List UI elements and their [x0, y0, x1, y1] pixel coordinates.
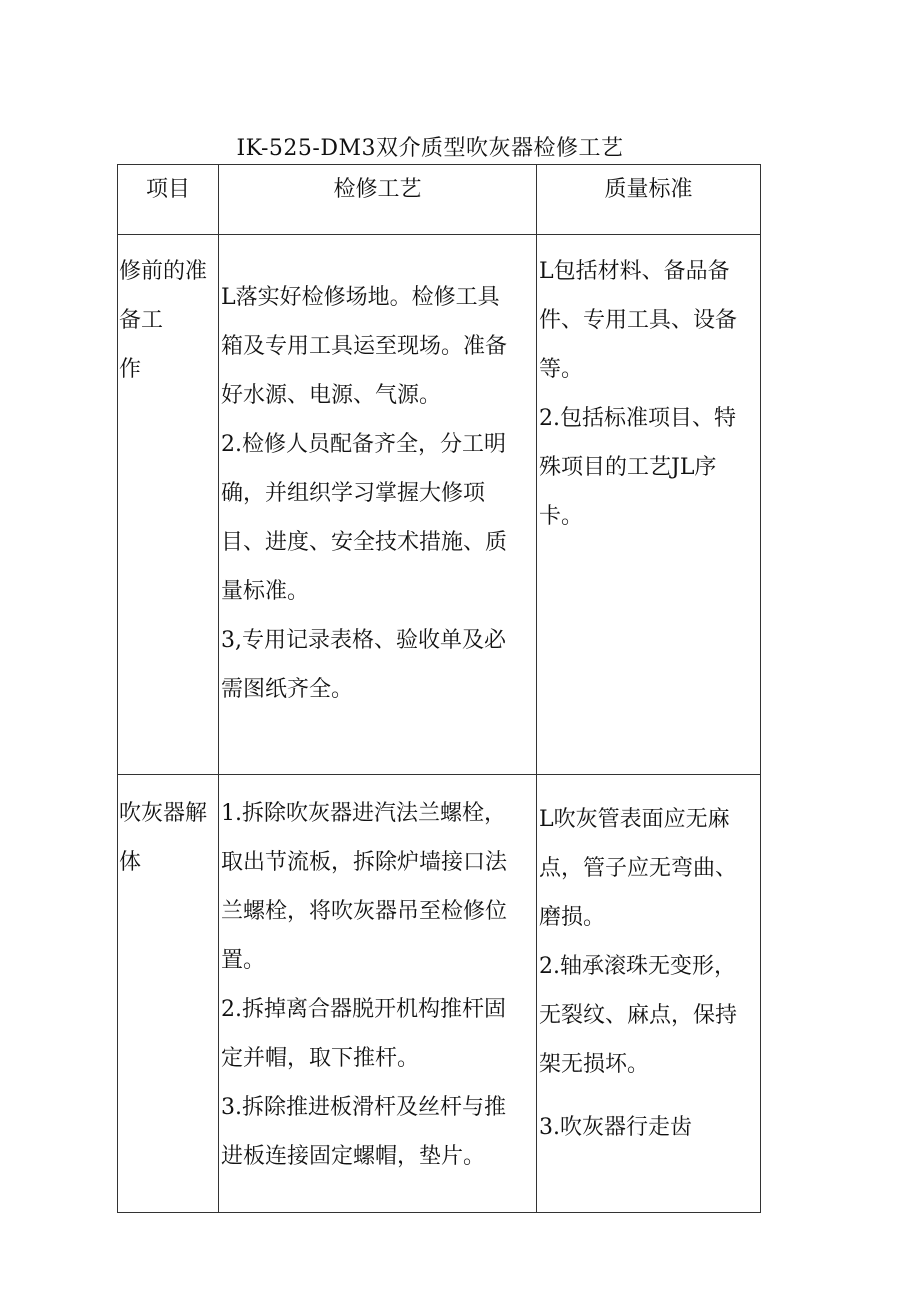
process-line: 箱及专用工具运至现场。准备 — [221, 334, 508, 359]
standard-line: L吹灰管表面应无麻 — [539, 807, 730, 832]
standard-line: 3.吹灰器行走齿 — [539, 1115, 692, 1140]
process-line: 取出节流板，拆除炉墙接口法 — [221, 850, 508, 875]
process-line: 好水源、电源、气源。 — [221, 383, 442, 408]
process-line: 2.检修人员配备齐全，分工明 — [221, 432, 506, 457]
standard-line: 架无损坏。 — [539, 1052, 650, 1077]
table-row — [118, 775, 761, 1213]
item-line: 作 — [119, 357, 142, 382]
header-process: 检修工艺 — [219, 165, 537, 235]
standard-line: 殊项目的工艺JL序 — [539, 455, 717, 480]
item-cell — [118, 235, 219, 775]
standard-line: 卡。 — [539, 504, 584, 529]
header-item: 项目 — [118, 165, 219, 235]
table-header-row — [118, 165, 761, 235]
item-cell — [118, 775, 219, 1213]
standard-cell — [537, 235, 761, 775]
standard-line: 件、专用工具、设备 — [539, 308, 738, 333]
process-line: 兰螺栓，将吹灰器吊至检修位 — [221, 899, 508, 924]
item-line: 吹灰器解 — [119, 801, 208, 826]
item-line: 修前的准 — [119, 259, 208, 284]
header-standard: 质量标准 — [537, 165, 761, 235]
standard-line: 2.轴承滚珠无变形， — [539, 954, 736, 979]
standard-line: 无裂纹、麻点，保持 — [539, 1003, 738, 1028]
process-line: 目、进度、安全技术措施、质 — [221, 530, 508, 555]
item-line: 备工 — [119, 308, 164, 333]
process-line: 量标准。 — [221, 579, 310, 604]
standard-line: L包括材料、备品备 — [539, 259, 730, 284]
table-row — [118, 235, 761, 775]
maintenance-process-table — [117, 164, 761, 1213]
document-title: IK-525-DM3双介质型吹灰器检修工艺 — [236, 136, 624, 161]
process-cell — [219, 775, 537, 1213]
standard-cell — [537, 775, 761, 1213]
process-line: L落实好检修场地。检修工具 — [221, 285, 500, 310]
process-line: 进板连接固定螺帽，垫片。 — [221, 1144, 486, 1169]
process-line: 定并帽，取下推杆。 — [221, 1046, 420, 1071]
standard-line: 磨损。 — [539, 905, 606, 930]
process-cell — [219, 235, 537, 775]
process-line: 确，并组织学习掌握大修项 — [221, 481, 486, 506]
standard-line: 点，管子应无弯曲、 — [539, 856, 738, 881]
item-line: 体 — [119, 850, 142, 875]
process-line: 1.拆除吹灰器进汽法兰螺栓， — [221, 801, 506, 826]
process-line: 3,专用记录表格、验收单及必 — [221, 628, 506, 653]
process-line: 3.拆除推进板滑杆及丝杆与推 — [221, 1095, 506, 1120]
process-line: 需图纸齐全。 — [221, 677, 354, 702]
standard-line: 2.包括标准项目、特 — [539, 406, 736, 431]
standard-line: 等。 — [539, 357, 584, 382]
process-line: 2.拆掉离合器脱开机构推杆固 — [221, 997, 506, 1022]
process-line: 置。 — [221, 948, 266, 973]
